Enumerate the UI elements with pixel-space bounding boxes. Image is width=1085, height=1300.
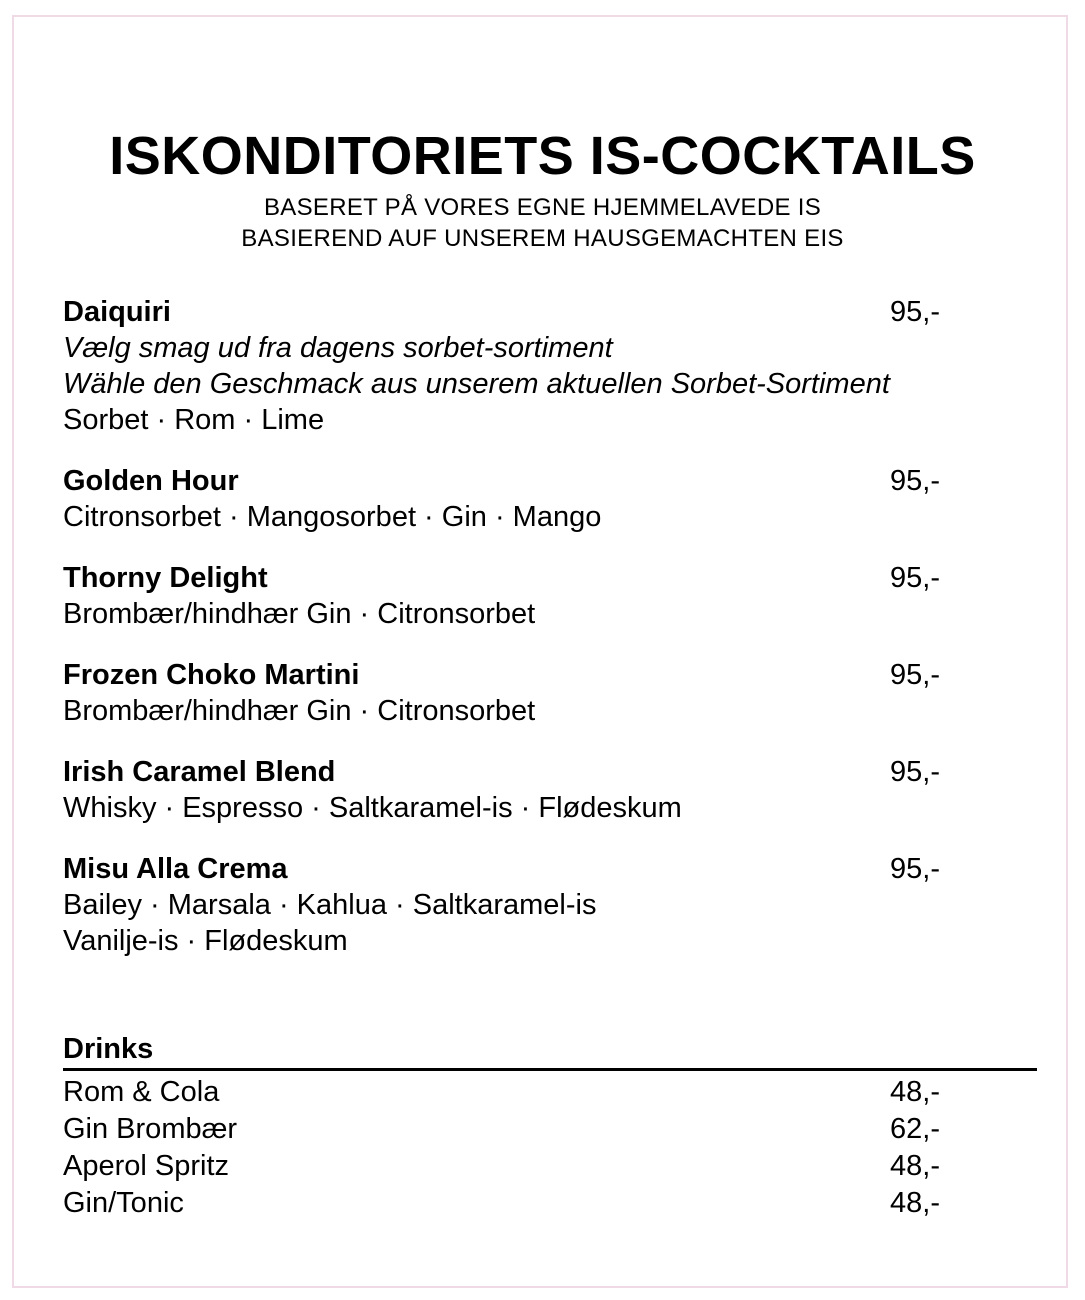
- drink-name: Gin Brombær: [63, 1113, 238, 1145]
- item-ingredients: Brombær/hindhær Gin · Citronsorbet: [63, 695, 536, 727]
- item-name: Golden Hour: [63, 465, 239, 497]
- drink-row-aperol-spritz: [63, 1148, 940, 1185]
- drinks-list: [63, 1074, 940, 1222]
- item-name: Thorny Delight: [63, 562, 268, 594]
- item-head: [63, 463, 940, 499]
- item-price: 95,-: [890, 756, 940, 788]
- menu-item-irish-caramel-blend: [63, 754, 940, 826]
- item-name: Misu Alla Crema: [63, 853, 288, 885]
- drink-name: Aperol Spritz: [63, 1150, 230, 1182]
- item-note-danish: Vælg smag ud fra dagens sorbet-sortiment: [63, 332, 613, 364]
- subtitle-block: [0, 192, 1085, 254]
- item-head: [63, 851, 940, 887]
- drinks-section: [63, 1031, 940, 1222]
- item-ingredients: Whisky · Espresso · Saltkaramel-is · Flødeskum: [63, 792, 682, 824]
- drink-price: 48,-: [890, 1187, 940, 1219]
- item-head: [63, 657, 940, 693]
- item-ingredients: Vanilje-is · Flødeskum: [63, 925, 348, 957]
- item-name: Frozen Choko Martini: [63, 659, 360, 691]
- item-ingredients: Citronsorbet · Mangosorbet · Gin · Mango: [63, 501, 602, 533]
- item-head: [63, 294, 940, 330]
- drink-name: Gin/Tonic: [63, 1187, 184, 1219]
- subtitle-german: BASIEREND AUF UNSEREM HAUSGEMACHTEN EIS: [241, 225, 844, 252]
- item-price: 95,-: [890, 659, 940, 691]
- drink-row-gin-tonic: [63, 1185, 940, 1222]
- drink-name: Rom & Cola: [63, 1076, 220, 1108]
- item-price: 95,-: [890, 465, 940, 497]
- item-note-german: Wähle den Geschmack aus unserem aktuellen Sorbet-Sortiment: [63, 368, 890, 400]
- menu-content: [63, 294, 940, 1222]
- drinks-divider: [63, 1068, 1037, 1071]
- drink-row-gin-brombaer: [63, 1111, 940, 1148]
- item-ingredients: Brombær/hindhær Gin · Citronsorbet: [63, 598, 536, 630]
- item-ingredients: Sorbet · Rom · Lime: [63, 404, 325, 436]
- menu-item-misu-alla-crema: [63, 851, 940, 959]
- subtitle-danish: BASERET PÅ VORES EGNE HJEMMELAVEDE IS: [263, 194, 822, 221]
- item-ingredients: Bailey · Marsala · Kahlua · Saltkaramel-is: [63, 889, 597, 921]
- menu-header: [0, 0, 1085, 254]
- item-name: Daiquiri: [63, 296, 171, 328]
- menu-item-frozen-choko-martini: [63, 657, 940, 729]
- menu-item-golden-hour: [63, 463, 940, 535]
- drink-row-rom-cola: [63, 1074, 940, 1111]
- item-name: Irish Caramel Blend: [63, 756, 336, 788]
- drink-price: 62,-: [890, 1113, 940, 1145]
- item-price: 95,-: [890, 296, 940, 328]
- drink-price: 48,-: [890, 1076, 940, 1108]
- item-price: 95,-: [890, 853, 940, 885]
- item-price: 95,-: [890, 562, 940, 594]
- menu-item-daiquiri: [63, 294, 940, 438]
- item-head: [63, 560, 940, 596]
- drink-price: 48,-: [890, 1150, 940, 1182]
- menu-item-thorny-delight: [63, 560, 940, 632]
- cocktail-list: [63, 294, 940, 959]
- item-head: [63, 754, 940, 790]
- drinks-heading: Drinks: [63, 1033, 154, 1065]
- page-title: ISKONDITORIETS IS-COCKTAILS: [109, 126, 976, 186]
